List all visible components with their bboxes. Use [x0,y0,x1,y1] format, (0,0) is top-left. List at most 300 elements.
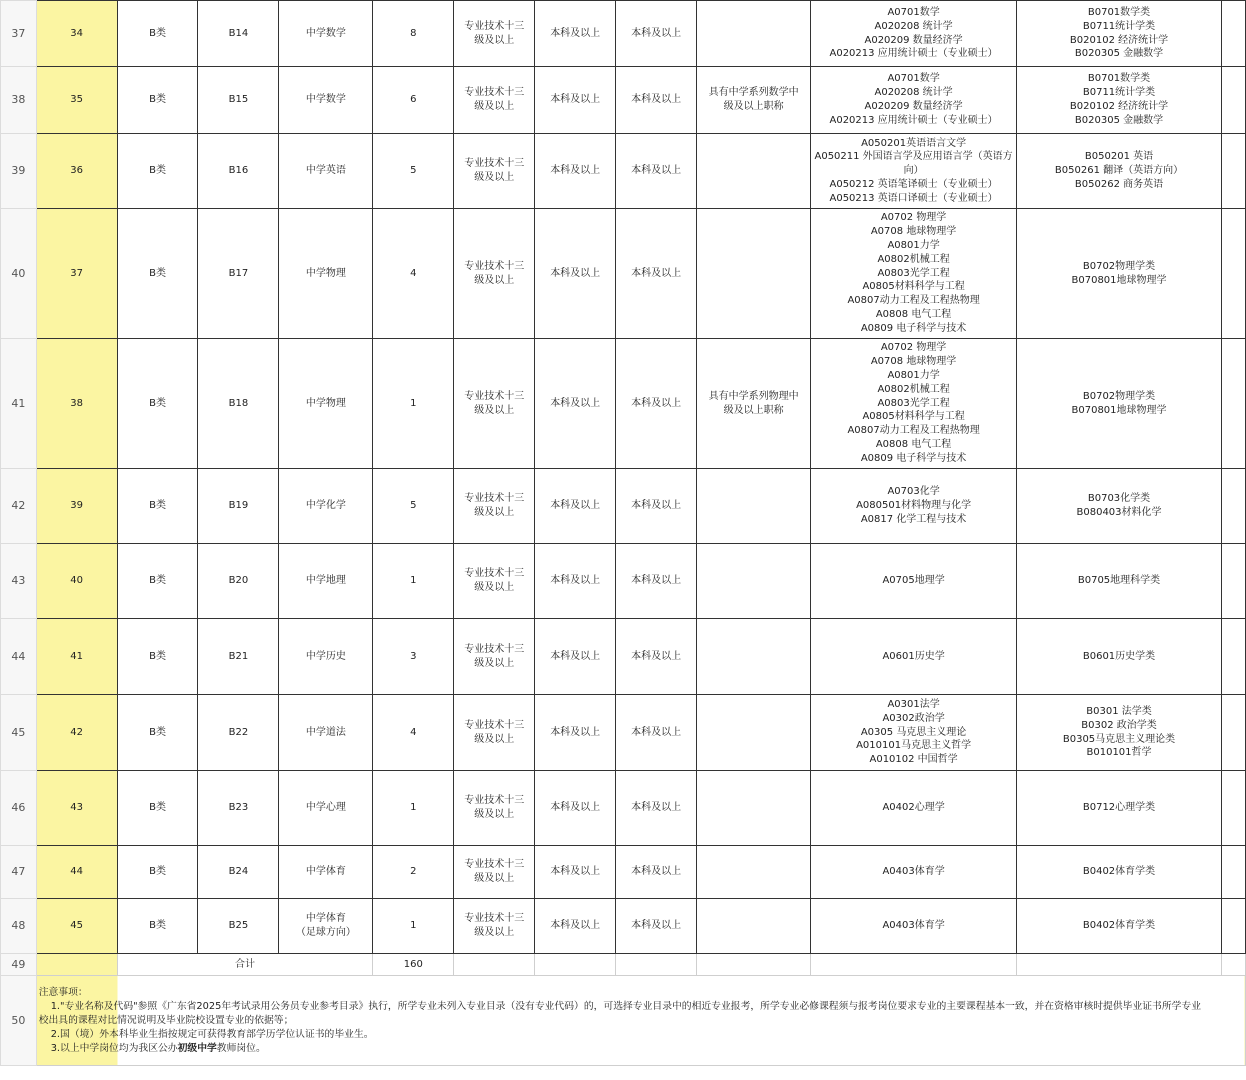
cell-category[interactable] [117,771,198,846]
cell-text: 级及以上 [474,809,515,820]
cell-text: 中学物理 [305,397,346,409]
cell-text: 中学体育 [305,866,346,878]
cell-text: 35 [70,94,83,106]
cell-hire-count[interactable] [373,67,454,134]
cell-text: 49 [11,957,26,971]
cell-sequence[interactable] [36,771,117,846]
cell-title-requirement[interactable] [454,771,535,846]
cell-post-code[interactable] [198,1,279,67]
table-row [1,846,1246,899]
cell-category[interactable] [117,209,198,339]
cell-other-requirement[interactable] [697,339,811,469]
cell-other-requirement[interactable] [697,134,811,209]
cell-text: A0808 电气工程 [875,438,952,450]
cell-degree[interactable] [616,1,697,67]
cell-majors-postgraduate[interactable] [811,619,1017,695]
cell-title-requirement[interactable] [454,469,535,544]
cell-text: A0708 地球物理学 [870,356,957,368]
cell-subject[interactable] [279,134,373,209]
row-number-header[interactable] [1,846,37,899]
cell-category[interactable] [117,67,198,134]
cell-text: A0703化学 [887,486,940,498]
cell-overflow[interactable] [1221,1,1245,67]
cell-education[interactable] [535,67,616,134]
cell-majors-postgraduate[interactable] [811,469,1017,544]
cell-sequence[interactable] [36,544,117,619]
cell-text: 级及以上 [474,172,515,183]
cell-post-code[interactable] [198,67,279,134]
cell-degree[interactable] [616,899,697,954]
cell-text: 专业技术十三 [464,568,525,580]
cell-title-requirement[interactable] [454,899,535,954]
cell-post-code[interactable] [198,899,279,954]
cell-overflow[interactable] [1221,544,1245,619]
cell-title-requirement[interactable] [454,619,535,695]
cell-text: B0402体育学类 [1082,920,1156,932]
cell-text: B类 [149,165,166,177]
cell-majors-undergraduate[interactable] [1017,619,1222,695]
cell-text: B0601历史学类 [1082,650,1156,662]
cell-category[interactable] [117,695,198,771]
cell-text: 本科及以上 [631,650,682,662]
cell-text: A0705地理学 [882,575,945,587]
cell-text: 本科及以上 [550,920,601,932]
cell-subject[interactable] [279,544,373,619]
cell-other-requirement[interactable] [697,695,811,771]
cell-hire-count[interactable] [373,1,454,67]
cell-overflow[interactable] [1221,67,1245,134]
cell-text: B类 [149,397,166,409]
notes-cell[interactable] [36,976,1245,1066]
cell-majors-postgraduate[interactable] [811,544,1017,619]
cell-majors-undergraduate[interactable] [1017,695,1222,771]
table-row [1,619,1246,695]
cell-text: B020102 经济统计学 [1069,34,1169,46]
cell-text: A050211 外国语言学及应用语言学（英语方 [814,151,1013,163]
cell-text: 中学体育 [305,913,346,925]
cell-subject[interactable] [279,67,373,134]
cell-text: 级及以上 [474,873,515,884]
cell-post-code[interactable] [198,339,279,469]
cell-overflow[interactable] [1221,771,1245,846]
cell-text: 40 [70,575,83,587]
cell-other-requirement[interactable] [697,469,811,544]
cell-text: B0705地理科学类 [1077,575,1161,587]
cell-text: 级及以上 [474,507,515,518]
cell-text: 本科及以上 [631,866,682,878]
cell-other-requirement[interactable] [697,771,811,846]
cell-text: 36 [70,165,83,177]
table-row [1,1,1246,67]
cell-text: B0701数学类 [1087,73,1151,85]
note-item-1: 1."专业名称及代码"参照《广东省2025年考试录用公务员专业参考目录》执行，所学专业未列入专业目录（没有专业代码）的，可选择专业目录中的相近专业报考，所学专业必修课程须与报考岗位要求专业的主要课程基本一致，并在资格审核时提供毕业证书所学专业 [50,1000,1202,1012]
cell-post-code[interactable] [198,469,279,544]
cell-post-code[interactable] [198,544,279,619]
cell-degree[interactable] [616,209,697,339]
cell-text: B类 [149,27,166,39]
cell-other-requirement[interactable] [697,1,811,67]
cell-text: 40 [11,266,26,280]
cell-post-code[interactable] [198,695,279,771]
cell-majors-undergraduate[interactable] [1017,1,1222,67]
cell-text: 44 [70,866,83,878]
cell-education[interactable] [535,469,616,544]
cell-post-code[interactable] [198,771,279,846]
cell-text: A010102 中国哲学 [869,754,958,766]
cell-text: 4 [410,726,417,738]
cell-hire-count[interactable] [373,771,454,846]
row-number-header[interactable] [1,771,37,846]
cell-other-requirement[interactable] [697,67,811,134]
cell-text: A0802机械工程 [877,253,950,265]
cell-degree[interactable] [616,339,697,469]
cell-title-requirement[interactable] [454,544,535,619]
cell-text: 本科及以上 [550,866,601,878]
cell-text: B0701数学类 [1087,6,1151,18]
cell-sequence[interactable] [36,695,117,771]
cell-post-code[interactable] [198,846,279,899]
table-row [1,469,1246,544]
cell-education[interactable] [535,771,616,846]
row-number-header[interactable] [1,544,37,619]
cell-text: 专业技术十三 [464,795,525,807]
table-row [1,771,1246,846]
cell-majors-postgraduate[interactable] [811,695,1017,771]
cell-empty[interactable] [1017,954,1222,976]
cell-title-requirement[interactable] [454,695,535,771]
cell-text: 本科及以上 [550,726,601,738]
cell-text: A0802机械工程 [877,383,950,395]
cell-overflow[interactable] [1221,899,1245,954]
cell-hire-count[interactable] [373,469,454,544]
cell-overflow[interactable] [1221,846,1245,899]
cell-text: A0805材料科学与工程 [862,411,965,423]
cell-text: A0801力学 [887,240,940,251]
cell-text: 48 [11,919,26,933]
cell-overflow[interactable] [1221,619,1245,695]
cell-text: B类 [149,920,166,932]
cell-sequence[interactable] [36,846,117,899]
cell-text: A0807动力工程及工程热物理 [847,295,980,307]
cell-majors-postgraduate[interactable] [811,1,1017,67]
cell-text: 中学道法 [305,726,346,738]
cell-subject[interactable] [279,771,373,846]
cell-title-requirement[interactable] [454,846,535,899]
cell-majors-undergraduate[interactable] [1017,134,1222,209]
cell-degree[interactable] [616,469,697,544]
cell-overflow[interactable] [1221,469,1245,544]
cell-text: A020208 统计学 [874,87,953,99]
cell-empty[interactable] [811,954,1017,976]
cell-text: 45 [70,920,83,932]
cell-subject[interactable] [279,899,373,954]
row-number-header[interactable] [1,134,37,209]
cell-text: B类 [149,650,166,662]
row-number-header[interactable] [1,695,37,771]
cell-text: A080501材料物理与化学 [856,500,972,512]
cell-category[interactable] [117,899,198,954]
cell-text: A020208 统计学 [874,20,953,32]
cell-majors-undergraduate[interactable] [1017,209,1222,339]
cell-subject[interactable] [279,619,373,695]
cell-hire-count[interactable] [373,619,454,695]
cell-text: B21 [228,650,249,662]
cell-text: B0711统计学类 [1082,87,1156,99]
cell-education[interactable] [535,134,616,209]
cell-text: B070801地球物理学 [1071,274,1167,286]
cell-text: 38 [70,397,83,409]
cell-subject[interactable] [279,1,373,67]
cell-text: A0807动力工程及工程热物理 [847,425,980,437]
cell-text: A050201英语语言文学 [861,137,967,149]
cell-overflow[interactable] [1221,695,1245,771]
row-number-header[interactable] [1,67,37,134]
cell-sequence[interactable] [36,134,117,209]
cell-category[interactable] [117,619,198,695]
cell-text: A0809 电子科学与技术 [860,452,967,464]
cell-text: A050213 英语口译硕士（专业硕士） [829,192,998,204]
cell-empty[interactable] [1221,954,1245,976]
cell-text: A0702 物理学 [880,212,947,224]
cell-text: B050261 翻译（英语方向） [1054,165,1184,177]
cell-text: 42 [70,726,83,738]
cell-post-code[interactable] [198,209,279,339]
cell-degree[interactable] [616,771,697,846]
cell-hire-count[interactable] [373,339,454,469]
cell-text: B050201 英语 [1084,151,1154,163]
cell-text: 本科及以上 [550,267,601,279]
cell-majors-undergraduate[interactable] [1017,899,1222,954]
cell-text: 1 [410,397,417,409]
cell-education[interactable] [535,846,616,899]
cell-majors-undergraduate[interactable] [1017,469,1222,544]
cell-empty[interactable] [535,954,616,976]
cell-education[interactable] [535,695,616,771]
cell-sequence[interactable] [36,67,117,134]
cell-text: 6 [410,94,417,106]
cell-degree[interactable] [616,846,697,899]
cell-other-requirement[interactable] [697,619,811,695]
cell-text: 中学地理 [305,575,346,587]
cell-text: 专业技术十三 [464,158,525,170]
cell-degree[interactable] [616,134,697,209]
cell-degree[interactable] [616,695,697,771]
cell-text: 级及以上 [474,101,515,112]
cell-text: 级及以上 [474,274,515,286]
cell-text: A020209 数量经济学 [864,101,963,112]
cell-text: 50 [11,1013,26,1027]
cell-empty[interactable] [697,954,811,976]
cell-text: A0702 物理学 [880,342,947,354]
cell-hire-count[interactable] [373,899,454,954]
cell-text: 中学数学 [305,94,346,106]
cell-category[interactable] [117,339,198,469]
cell-hire-count[interactable] [373,846,454,899]
note-item-1-continued: 校出具的课程对比情况说明及毕业院校设置专业的依据等； [38,1014,294,1026]
cell-sequence[interactable] [36,899,117,954]
cell-sequence[interactable] [36,469,117,544]
cell-title-requirement[interactable] [454,1,535,67]
table-row [1,209,1246,339]
cell-majors-undergraduate[interactable] [1017,544,1222,619]
cell-text: 中学历史 [305,650,346,662]
cell-text: 39 [70,500,83,512]
cell-text: 39 [11,164,26,178]
cell-title-requirement[interactable] [454,339,535,469]
cell-text: 46 [11,801,26,815]
cell-text: B0702物理学类 [1082,260,1156,272]
cell-sequence[interactable] [36,619,117,695]
cell-text: B0703化学类 [1087,493,1151,505]
cell-text: A0301法学 [887,699,940,710]
cell-text: B25 [228,920,249,932]
cell-other-requirement[interactable] [697,846,811,899]
cell-category[interactable] [117,134,198,209]
cell-text: 级及以上 [474,34,515,46]
cell-education[interactable] [535,619,616,695]
cell-majors-postgraduate[interactable] [811,209,1017,339]
cell-text: B0305马克思主义理论类 [1062,733,1176,745]
cell-hire-count[interactable] [373,209,454,339]
cell-subject[interactable] [279,209,373,339]
cell-text: B14 [228,27,249,39]
cell-other-requirement[interactable] [697,899,811,954]
cell-text: A020213 应用统计硕士（专业硕士） [829,48,998,60]
cell-education[interactable] [535,544,616,619]
row-number-header[interactable] [1,899,37,954]
cell-category[interactable] [117,1,198,67]
cell-text: A0402心理学 [882,802,945,814]
cell-category[interactable] [117,469,198,544]
cell-degree[interactable] [616,67,697,134]
cell-majors-postgraduate[interactable] [811,339,1017,469]
cell-sequence[interactable] [36,1,117,67]
cell-text: 级及以上 [474,404,515,416]
cell-title-requirement[interactable] [454,67,535,134]
cell-text: 3 [410,650,417,662]
cell-text: A050212 英语笔译硕士（专业硕士） [829,178,998,190]
cell-text: 本科及以上 [631,920,682,932]
total-value[interactable] [373,954,454,976]
cell-text: A010101马克思主义哲学 [856,740,972,752]
cell-degree[interactable] [616,619,697,695]
cell-post-code[interactable] [198,619,279,695]
cell-text: B类 [149,802,166,814]
row-number-header[interactable] [1,469,37,544]
cell-degree[interactable] [616,544,697,619]
cell-hire-count[interactable] [373,544,454,619]
cell-text: B类 [149,500,166,512]
cell-majors-undergraduate[interactable] [1017,771,1222,846]
cell-text: 专业技术十三 [464,87,525,99]
cell-text: B070801地球物理学 [1071,404,1167,416]
cell-empty[interactable] [616,954,697,976]
cell-text: 本科及以上 [631,94,682,106]
cell-education[interactable] [535,1,616,67]
row-number-header[interactable] [1,209,37,339]
cell-majors-undergraduate[interactable] [1017,846,1222,899]
cell-text: 42 [11,499,26,513]
row-number-header[interactable] [1,976,37,1066]
row-number-header[interactable] [1,619,37,695]
row-number-header[interactable] [1,954,37,976]
cell-education[interactable] [535,899,616,954]
cell-overflow[interactable] [1221,209,1245,339]
cell-text: 本科及以上 [550,802,601,814]
cell-other-requirement[interactable] [697,209,811,339]
table-row [1,695,1246,771]
cell-text: 级及以上 [474,927,515,938]
cell-majors-postgraduate[interactable] [811,134,1017,209]
cell-majors-postgraduate[interactable] [811,899,1017,954]
cell-education[interactable] [535,209,616,339]
cell-category[interactable] [117,544,198,619]
total-label[interactable] [117,954,373,976]
table-row [1,899,1246,954]
cell-sequence[interactable] [36,954,117,976]
cell-empty[interactable] [454,954,535,976]
cell-text: B15 [228,94,249,106]
cell-text: 向） [903,165,924,177]
cell-subject[interactable] [279,846,373,899]
cell-text: 38 [11,93,26,107]
cell-title-requirement[interactable] [454,209,535,339]
cell-text: 合计 [234,958,255,970]
cell-subject[interactable] [279,339,373,469]
cell-majors-postgraduate[interactable] [811,846,1017,899]
cell-majors-undergraduate[interactable] [1017,67,1222,134]
row-number-header[interactable] [1,339,37,469]
cell-majors-postgraduate[interactable] [811,67,1017,134]
row-number-header[interactable] [1,1,37,67]
cell-category[interactable] [117,846,198,899]
cell-hire-count[interactable] [373,695,454,771]
cell-overflow[interactable] [1221,339,1245,469]
cell-hire-count[interactable] [373,134,454,209]
cell-overflow[interactable] [1221,134,1245,209]
cell-majors-undergraduate[interactable] [1017,339,1222,469]
cell-text: 2 [410,866,417,878]
cell-education[interactable] [535,339,616,469]
cell-text: 4 [410,267,417,279]
cell-text: B19 [228,500,249,512]
cell-majors-postgraduate[interactable] [811,771,1017,846]
notes-heading: 注意事项： [38,986,88,998]
cell-text: A0808 电气工程 [875,308,952,320]
cell-text: 本科及以上 [550,575,601,587]
cell-title-requirement[interactable] [454,134,535,209]
cell-text: 专业技术十三 [464,719,525,731]
cell-text: 本科及以上 [550,397,601,409]
cell-text: 专业技术十三 [464,913,525,925]
cell-subject[interactable] [279,469,373,544]
total-row [1,954,1246,976]
cell-subject[interactable] [279,695,373,771]
cell-text: 本科及以上 [550,500,601,512]
table-row [1,67,1246,134]
cell-text: A020209 数量经济学 [864,34,963,46]
cell-text: 级及以上职称 [723,404,784,416]
cell-sequence[interactable] [36,209,117,339]
cell-other-requirement[interactable] [697,544,811,619]
cell-text: 37 [70,267,83,279]
cell-text: B020305 金融数学 [1074,48,1164,60]
cell-text: 8 [410,27,417,39]
cell-text: 本科及以上 [631,802,682,814]
cell-sequence[interactable] [36,339,117,469]
cell-post-code[interactable] [198,134,279,209]
cell-text: B22 [228,726,249,738]
